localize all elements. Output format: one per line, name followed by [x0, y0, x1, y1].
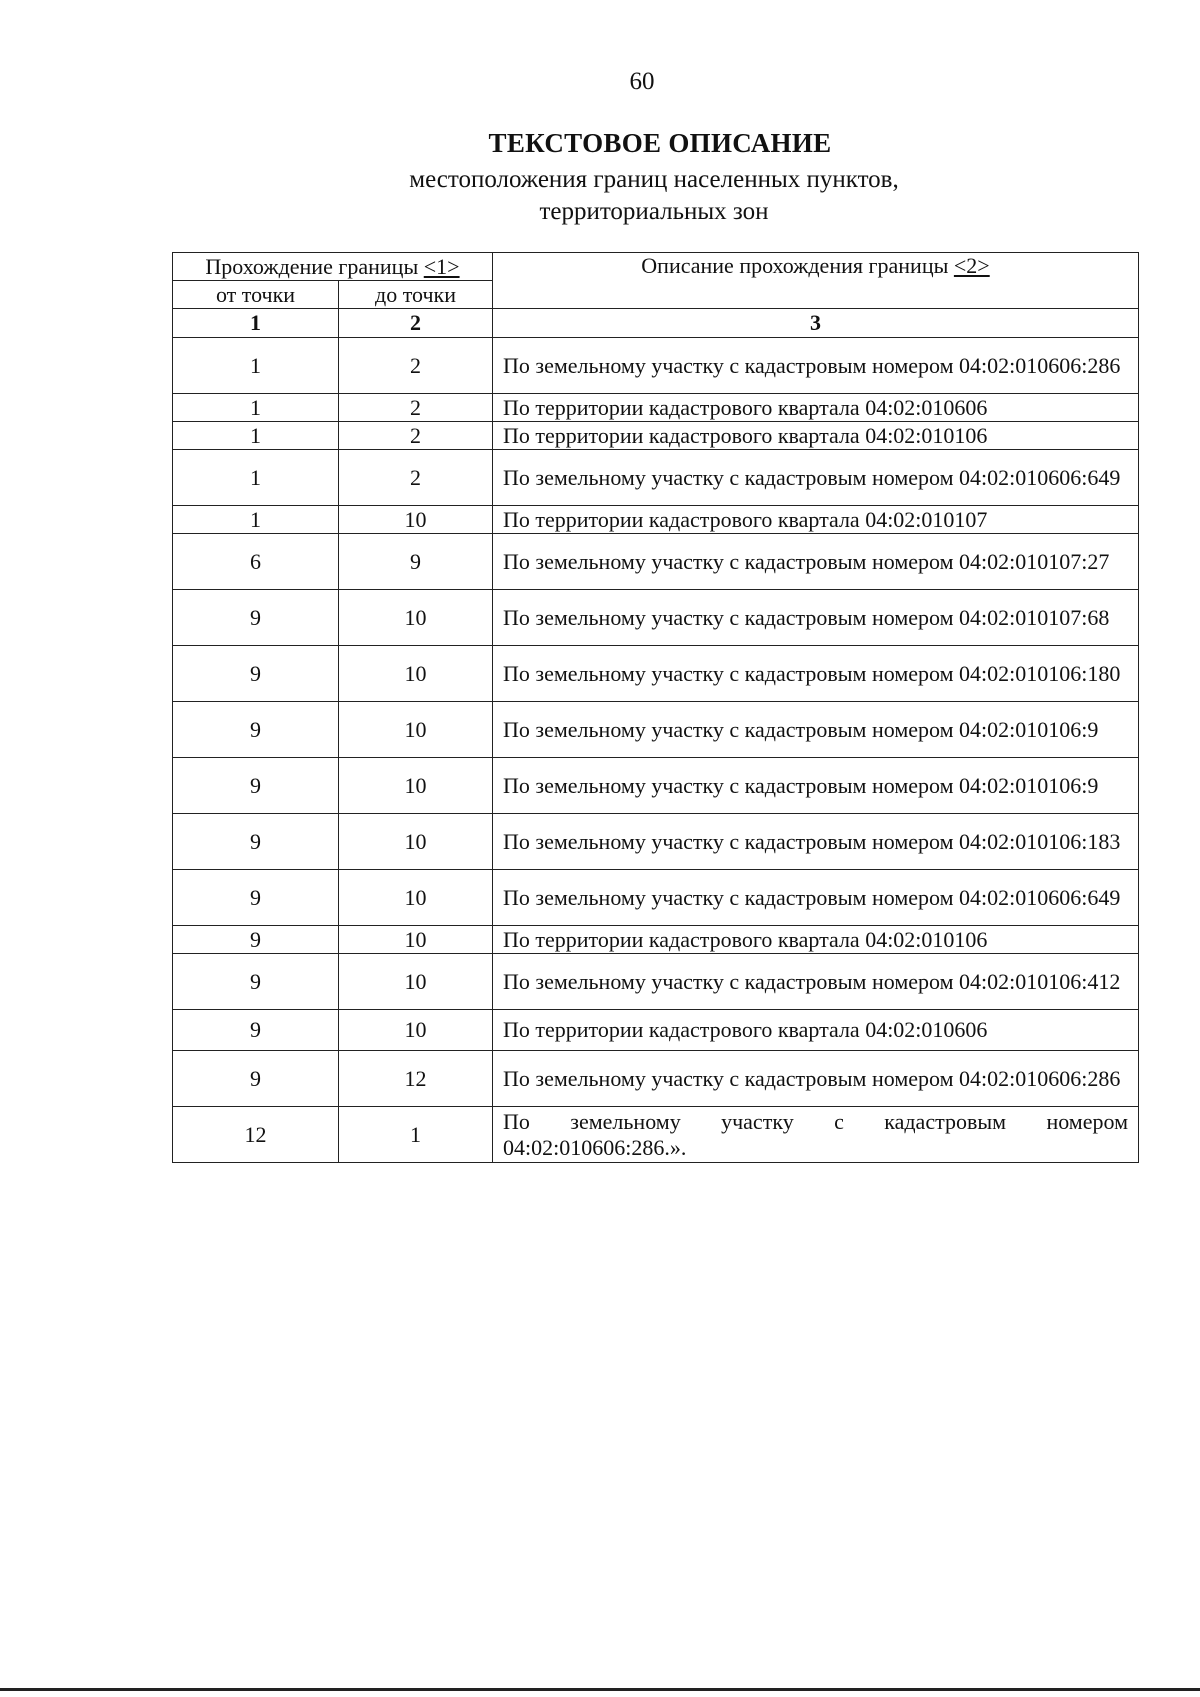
table-row: [173, 1107, 1139, 1163]
description-cell: По земельному участку с кадастровым номером 04:02:010107:68: [493, 590, 1139, 646]
from-point-cell: 1: [173, 338, 339, 394]
from-point-cell: 9: [173, 1051, 339, 1107]
to-point-cell: 2: [339, 338, 493, 394]
from-point-cell: 1: [173, 422, 339, 450]
from-point-cell: 9: [173, 702, 339, 758]
table-row: [173, 338, 1139, 394]
subtitle-line-2: территориальных зон: [539, 198, 769, 225]
table-row: [173, 870, 1139, 926]
to-point-cell: 10: [339, 814, 493, 870]
table-row: [173, 814, 1139, 870]
description-cell: По земельному участку с кадастровым номером 04:02:010606:649: [493, 450, 1139, 506]
from-point-cell: 9: [173, 814, 339, 870]
from-point-cell: 9: [173, 1010, 339, 1051]
description-cell: По земельному участку с кадастровым номером 04:02:010606:649: [493, 870, 1139, 926]
header-boundary-passage-label: Прохождение границы: [205, 253, 419, 279]
table-row: [173, 646, 1139, 702]
to-point-cell: 2: [339, 450, 493, 506]
column-number-2: 2: [339, 309, 493, 338]
description-cell: По территории кадастрового квартала 04:02:010106: [493, 422, 1139, 450]
table-row: [173, 506, 1139, 534]
header-description-note: <2>: [953, 253, 990, 278]
to-point-cell: 10: [339, 870, 493, 926]
from-point-cell: 12: [173, 1107, 339, 1163]
table-row: [173, 702, 1139, 758]
from-point-cell: 9: [173, 870, 339, 926]
to-point-cell: 10: [339, 954, 493, 1010]
description-cell: По земельному участку с кадастровым номером 04:02:010606:286: [493, 338, 1139, 394]
page-number: 60: [629, 68, 655, 95]
description-cell: По земельному участку с кадастровым номером 04:02:010106:9: [493, 702, 1139, 758]
table-row: [173, 422, 1139, 450]
description-cell: По земельному участку с кадастровым номером 04:02:010606:286.».: [493, 1107, 1139, 1163]
boundary-table-wrapper: [172, 252, 1138, 1163]
table-row: [173, 534, 1139, 590]
description-cell: По земельному участку с кадастровым номером 04:02:010106:9: [493, 758, 1139, 814]
table-row: [173, 394, 1139, 422]
table-row: [173, 758, 1139, 814]
from-point-cell: 9: [173, 954, 339, 1010]
header-to-point: до точки: [339, 281, 493, 309]
description-cell: По территории кадастрового квартала 04:02:010606: [493, 1010, 1139, 1051]
page-bottom-rule: [0, 1688, 1200, 1691]
from-point-cell: 6: [173, 534, 339, 590]
from-point-cell: 1: [173, 394, 339, 422]
to-point-cell: 10: [339, 590, 493, 646]
description-cell: По земельному участку с кадастровым номером 04:02:010106:183: [493, 814, 1139, 870]
description-cell: По территории кадастрового квартала 04:02:010606: [493, 394, 1139, 422]
to-point-cell: 10: [339, 926, 493, 954]
from-point-cell: 9: [173, 646, 339, 702]
table-row: [173, 450, 1139, 506]
document-subtitle: [0, 164, 1200, 228]
to-point-cell: 10: [339, 702, 493, 758]
table-row: [173, 926, 1139, 954]
table-row: [173, 954, 1139, 1010]
to-point-cell: 10: [339, 1010, 493, 1051]
header-boundary-passage-note: <1>: [423, 253, 460, 279]
header-boundary-passage: [173, 253, 493, 281]
to-point-cell: 9: [339, 534, 493, 590]
column-number-1: 1: [173, 309, 339, 338]
description-cell: По территории кадастрового квартала 04:02:010106: [493, 926, 1139, 954]
subtitle-line-1: местоположения границ населенных пунктов,: [409, 166, 899, 193]
to-point-cell: 2: [339, 394, 493, 422]
description-cell: По земельному участку с кадастровым номером 04:02:010106:412: [493, 954, 1139, 1010]
to-point-cell: 10: [339, 646, 493, 702]
to-point-cell: 10: [339, 506, 493, 534]
table-row: [173, 590, 1139, 646]
description-cell: По земельному участку с кадастровым номером 04:02:010107:27: [493, 534, 1139, 590]
from-point-cell: 1: [173, 450, 339, 506]
document-title: ТЕКСТОВОЕ ОПИСАНИЕ: [488, 128, 832, 158]
to-point-cell: 12: [339, 1051, 493, 1107]
header-description-label: Описание прохождения границы: [641, 253, 949, 278]
to-point-cell: 1: [339, 1107, 493, 1163]
table-row: [173, 1051, 1139, 1107]
from-point-cell: 1: [173, 506, 339, 534]
header-description: [493, 253, 1139, 309]
to-point-cell: 2: [339, 422, 493, 450]
header-from-point: от точки: [173, 281, 339, 309]
table-row: [173, 1010, 1139, 1051]
from-point-cell: 9: [173, 590, 339, 646]
from-point-cell: 9: [173, 758, 339, 814]
column-number-3: 3: [493, 309, 1139, 338]
from-point-cell: 9: [173, 926, 339, 954]
description-cell: По земельному участку с кадастровым номером 04:02:010606:286: [493, 1051, 1139, 1107]
description-cell: По земельному участку с кадастровым номером 04:02:010106:180: [493, 646, 1139, 702]
to-point-cell: 10: [339, 758, 493, 814]
boundary-table: [172, 252, 1139, 1163]
description-cell: По территории кадастрового квартала 04:02:010107: [493, 506, 1139, 534]
